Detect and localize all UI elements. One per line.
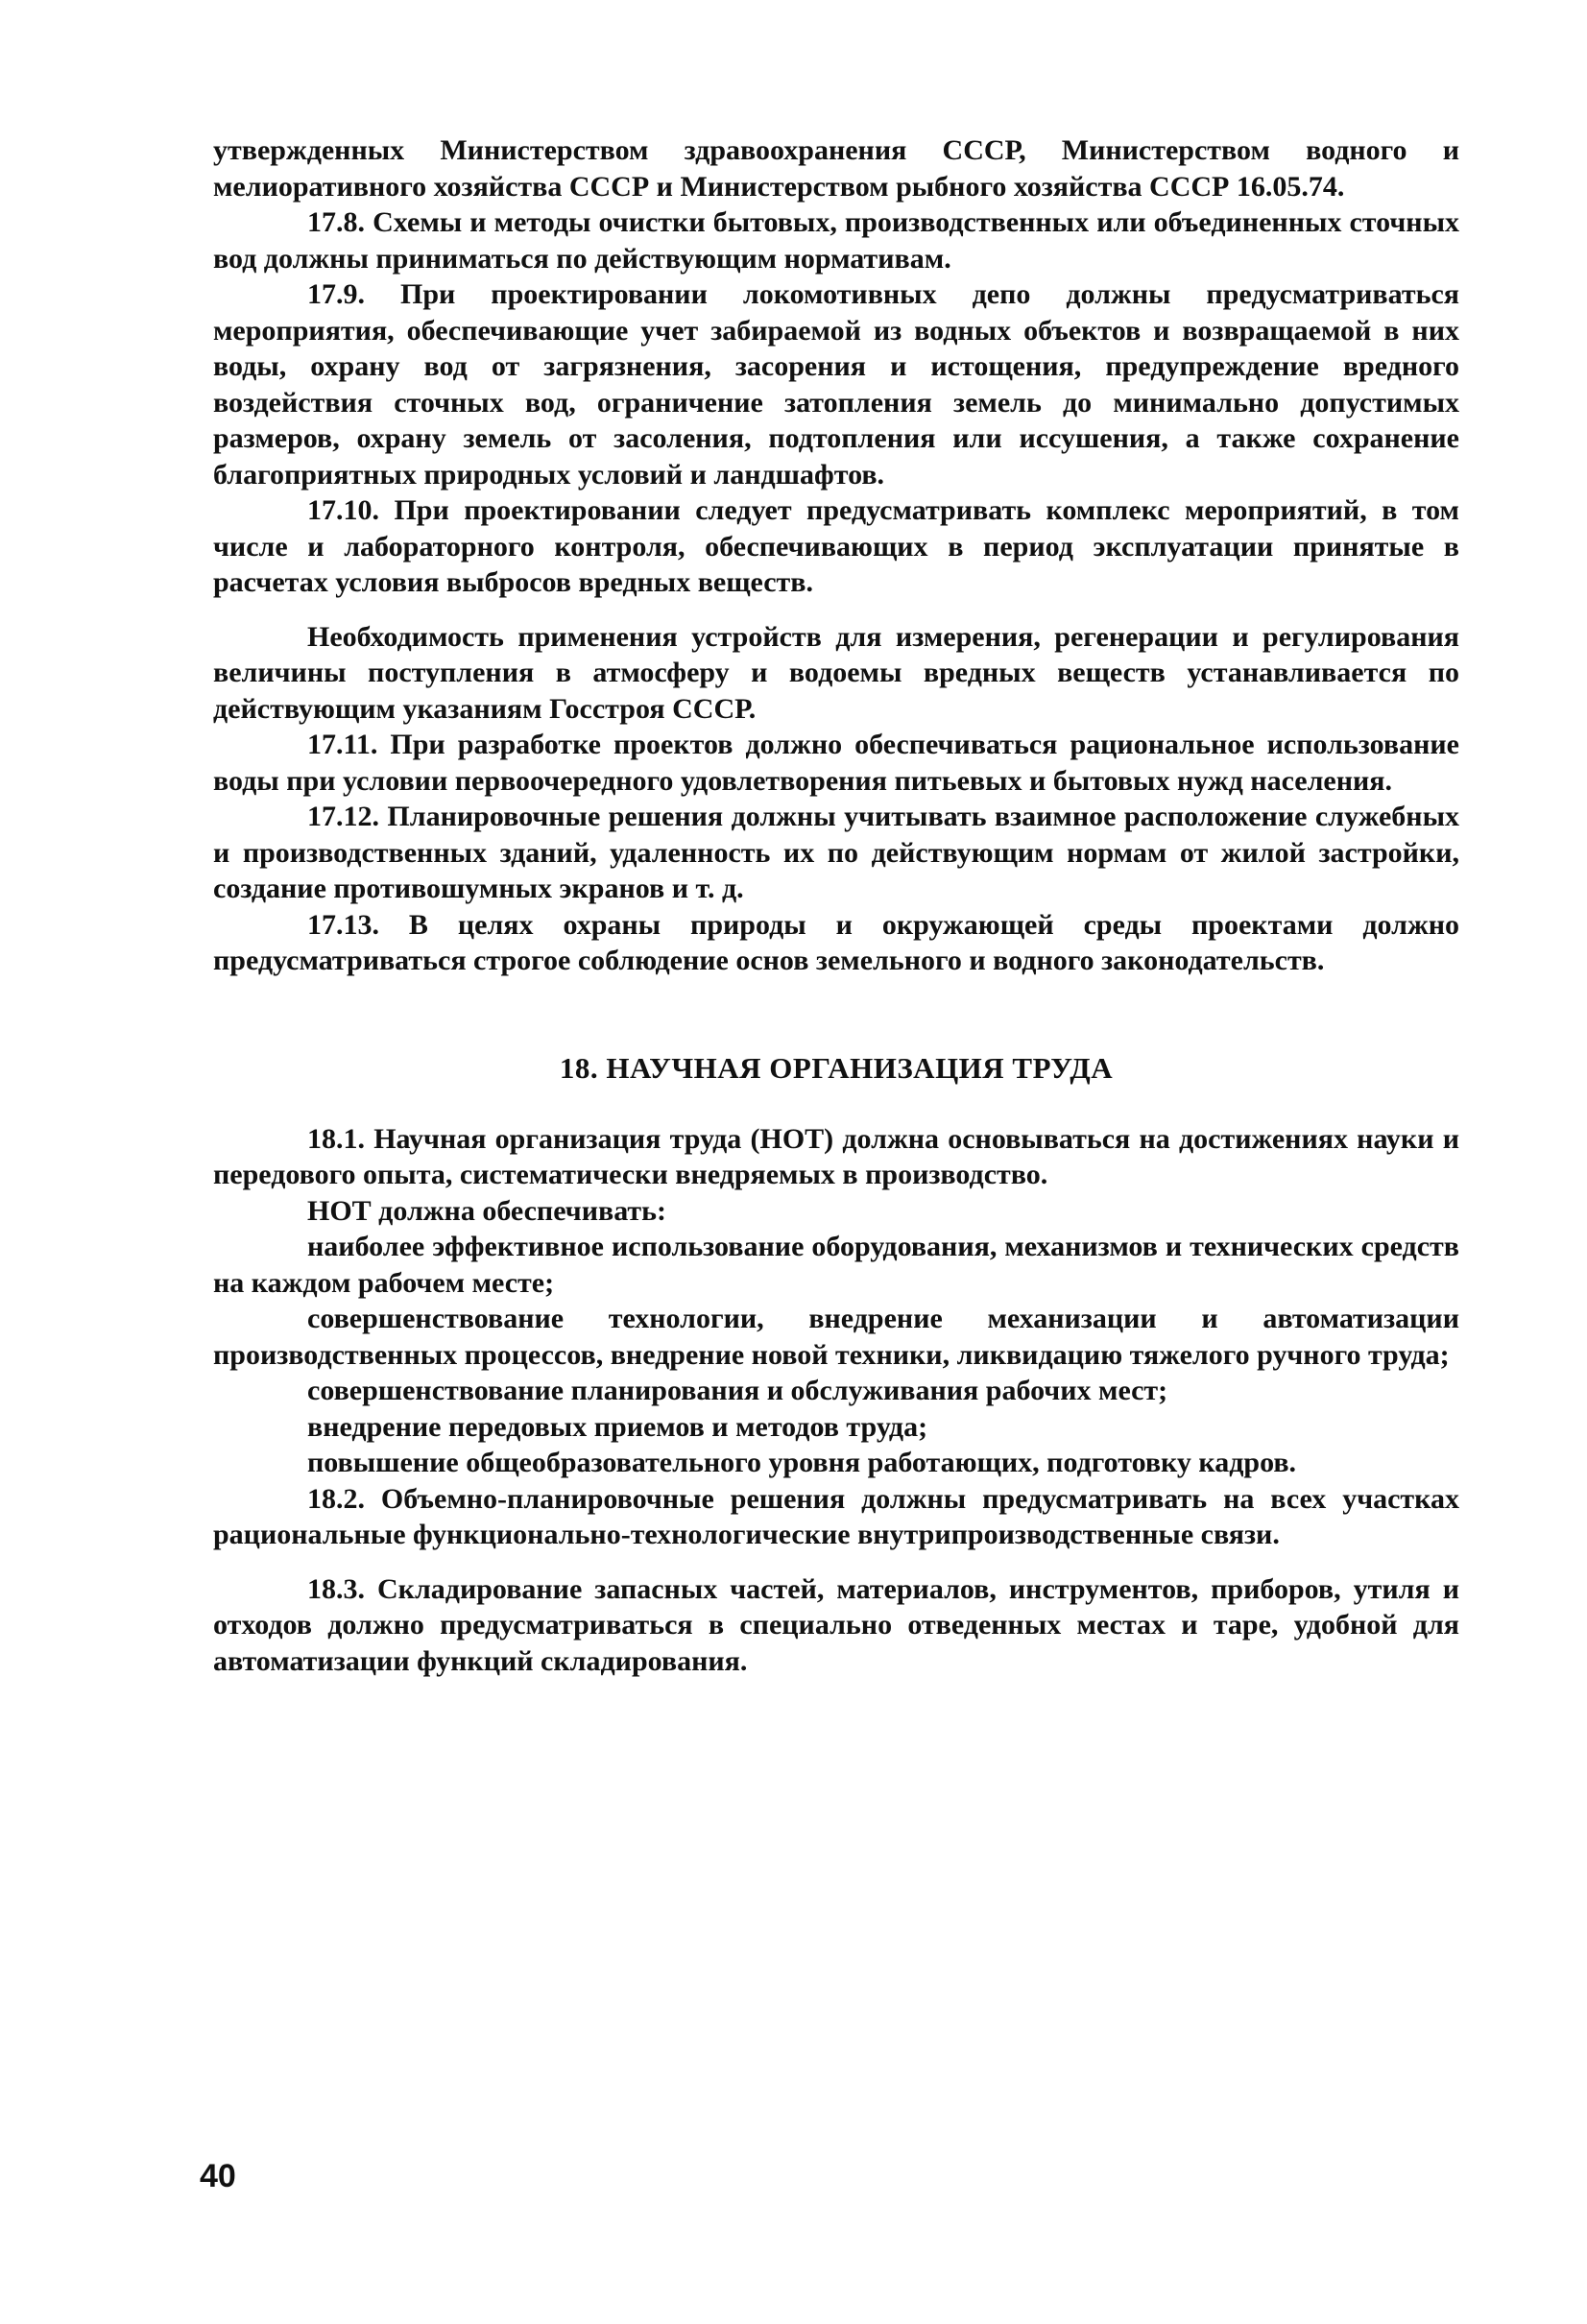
paragraph-17-11: 17.11. При разработке проектов должно обеспечиваться рациональное использование воды при условии первоочередного удовлетворения питьевых и бытовых нужд населения. [213, 729, 1459, 797]
paragraph-continuation: утвержденных Министерством здравоохранения СССР, Министерством водного и мелиоративного хозяйства СССР и Министерством рыбного хозяйства СССР 16.05.74. [213, 134, 1459, 203]
document-page [213, 132, 1459, 1679]
paragraph-necessity: Необходимость применения устройств для измерения, регенерации и регулирования величины поступления в атмосферу и водоемы вредных веществ устанавливается по действующим указаниям Госстроя СССР. [213, 620, 1459, 725]
paragraph-not-must: НОТ должна обеспечивать: [307, 1194, 667, 1227]
paragraph-18-3: 18.3. Складирование запасных частей, материалов, инструментов, приборов, утиля и отходов должно предусматриваться в специально отведенных местах и таре, удобной для автоматизации функций складирования. [213, 1572, 1459, 1677]
list-item-technology: совершенствование технологии, внедрение механизации и автоматизации производственных процессов, внедрение новой техники, ликвидацию тяжелого ручного труда; [213, 1303, 1459, 1371]
list-item-education: повышение общеобразовательного уровня работающих, подготовку кадров. [307, 1447, 1297, 1478]
paragraph-18-2: 18.2. Объемно-планировочные решения должны предусматривать на всех участках рациональные функционально-технологические внутрипроизводственные связи. [213, 1482, 1459, 1550]
paragraph-17-8: 17.8. Схемы и методы очистки бытовых, производственных или объединенных сточных вод должны приниматься по действующим нормативам. [213, 206, 1459, 275]
section-heading-18: 18. НАУЧНАЯ ОРГАНИЗАЦИЯ ТРУДА [559, 1050, 1114, 1085]
list-item-workplaces: совершенствование планирования и обслуживания рабочих мест; [307, 1375, 1168, 1406]
paragraph-17-13: 17.13. В целях охраны природы и окружающей среды проектами должно предусматриваться строгое соблюдение основ земельного и водного законодательств. [213, 908, 1459, 976]
list-item-equipment: наиболее эффективное использование оборудования, механизмов и технических средств на каждом рабочем месте; [213, 1231, 1459, 1299]
paragraph-17-12: 17.12. Планировочные решения должны учитывать взаимное расположение служебных и производственных зданий, удаленность их по действующим нормам от жилой застройки, создание противошумных экранов и т. д. [213, 801, 1459, 904]
paragraph-17-9: 17.9. При проектировании локомотивных депо должны предусматриваться мероприятия, обеспечивающие учет забираемой из водных объектов и возвращаемой в них воды, охрану вод от загрязнения, засорения и истощения, предупреждение вредного воздействия сточных вод, ограничение затопления земель до минимально допустимых размеров, охрану земель от засоления, подтопления или иссушения, а также сохранение благоприятных природных условий и ландшафтов. [213, 278, 1459, 491]
paragraph-17-10: 17.10. При проектировании следует предусматривать комплекс мероприятий, в том числе и лабораторного контроля, обеспечивающих в период эксплуатации принятые в расчетах условия выбросов вредных веществ. [213, 494, 1459, 598]
list-item-methods: внедрение передовых приемов и методов труда; [307, 1410, 928, 1443]
page-number: 40 [200, 2158, 236, 2194]
paragraph-18-1: 18.1. Научная организация труда (НОТ) должна основываться на достижениях науки и передового опыта, систематически внедряемых в производство. [213, 1122, 1459, 1190]
